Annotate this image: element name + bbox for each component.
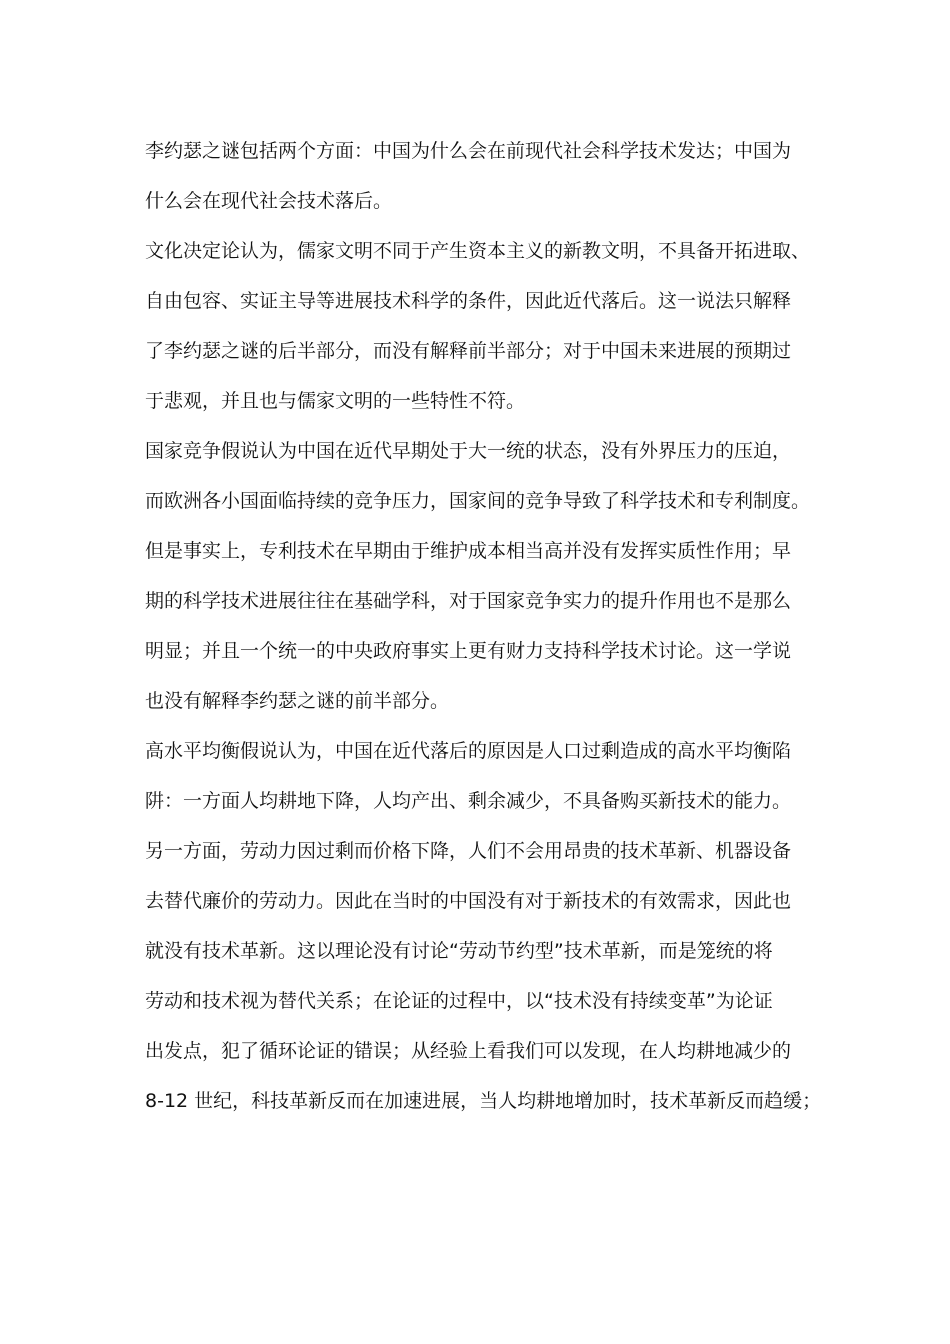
text-line: 自由包容、实证主导等进展技术科学的条件，因此近代落后。这一说法只解释 (145, 290, 792, 312)
text-line: 阱：一方面人均耕地下降，人均产出、剩余减少，不具备购买新技术的能力。 (145, 790, 792, 812)
text-line: 高水平均衡假说认为，中国在近代落后的原因是人口过剩造成的高水平均衡陷 (145, 740, 792, 762)
text-line: 而欧洲各小国面临持续的竞争压力，国家间的竞争导致了科学技术和专利制度。 (145, 490, 811, 512)
text-line: 李约瑟之谜包括两个方面：中国为什么会在前现代社会科学技术发达；中国为 (145, 140, 792, 162)
text-line: 去替代廉价的劳动力。因此在当时的中国没有对于新技术的有效需求，因此也 (145, 890, 792, 912)
text-line: 就没有技术革新。这以理论没有讨论“劳动节约型”技术革新，而是笼统的将 (145, 940, 773, 962)
text-line: 国家竞争假说认为中国在近代早期处于大一统的状态，没有外界压力的压迫， (145, 440, 792, 462)
text-line: 了李约瑟之谜的后半部分，而没有解释前半部分；对于中国未来进展的预期过 (145, 340, 792, 362)
text-line: 出发点，犯了循环论证的错误；从经验上看我们可以发现，在人均耕地减少的 (145, 1040, 792, 1062)
text-line: 8-12 世纪，科技革新反而在加速进展，当人均耕地增加时，技术革新反而趋缓； (145, 1090, 822, 1112)
text-line: 但是事实上，专利技术在早期由于维护成本相当高并没有发挥实质性作用；早 (145, 540, 792, 562)
text-line: 于悲观，并且也与儒家文明的一些特性不符。 (145, 390, 526, 412)
text-line: 另一方面，劳动力因过剩而价格下降，人们不会用昂贵的技术革新、机器设备 (145, 840, 792, 862)
text-line: 期的科学技术进展往往在基础学科，对于国家竞争实力的提升作用也不是那么 (145, 590, 792, 612)
text-line: 文化决定论认为，儒家文明不同于产生资本主义的新教文明，不具备开拓进取、 (145, 240, 811, 262)
text-line: 什么会在现代社会技术落后。 (145, 190, 393, 212)
text-line: 明显；并且一个统一的中央政府事实上更有财力支持科学技术讨论。这一学说 (145, 640, 792, 662)
document-body (145, 126, 825, 1126)
text-line: 劳动和技术视为替代关系；在论证的过程中，以“技术没有持续变革”为论证 (145, 990, 773, 1012)
text-line: 也没有解释李约瑟之谜的前半部分。 (145, 690, 450, 712)
